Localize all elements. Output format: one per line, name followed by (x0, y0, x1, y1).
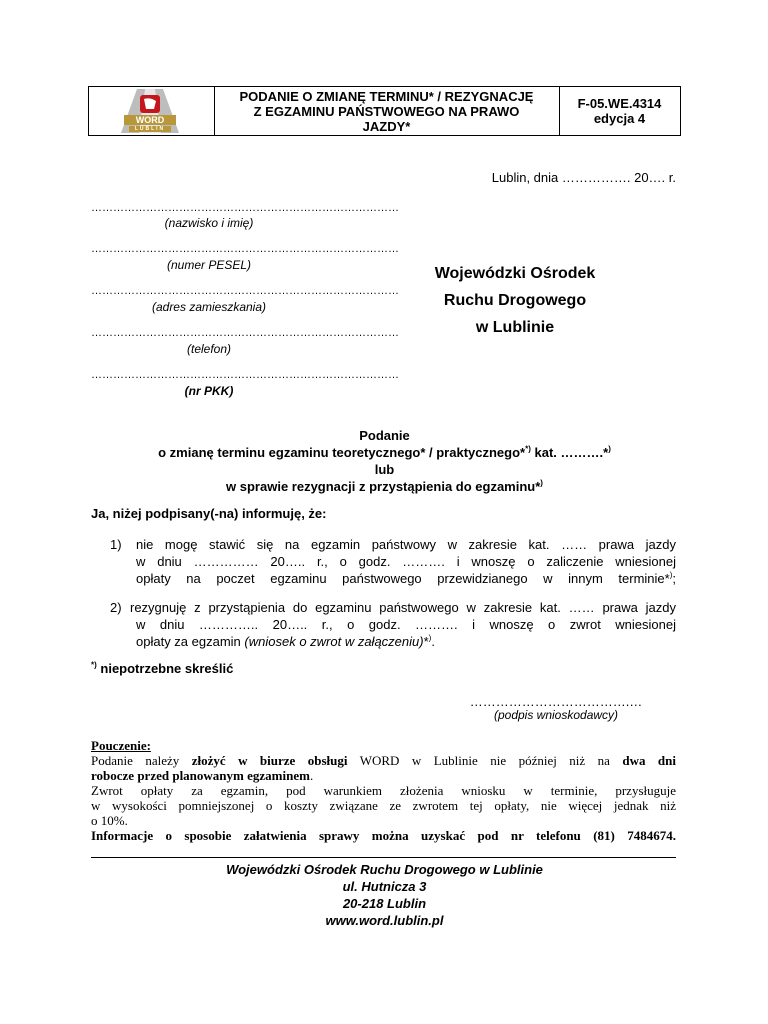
footnote (91, 660, 233, 677)
footer-website: www.word.lublin.pl (325, 913, 444, 928)
footer-line: Wojewódzki Ośrodek Ruchu Drogowego w Lublinie (226, 862, 543, 877)
option-2 (130, 599, 676, 650)
pkk-dots: ………………………………………………………………………… (91, 369, 399, 381)
footnote-mark: ) (608, 444, 611, 454)
phone-label: (telefon) (186, 342, 232, 356)
pesel-label: (numer PESEL) (166, 258, 252, 272)
date-line: Lublin, dnia ……………. 20…. r. (491, 170, 676, 185)
refund-note: (wniosek o zwrot w załączeniu) (244, 634, 424, 649)
instruction-emphasis: robocze przed planowanym egzaminem (91, 768, 310, 783)
option-2-line-text: opłaty za egzamin (136, 634, 245, 649)
option-1 (136, 536, 676, 587)
pesel-dots: ………………………………………………………………………… (91, 243, 399, 255)
footer (88, 861, 681, 929)
instruction-line: o 10%. (91, 813, 128, 828)
instruction-text: . (309, 768, 314, 783)
pkk-label: (nr PKK) (184, 384, 234, 398)
instruction-heading: Pouczenie: (91, 738, 151, 753)
form-edition: edycja 4 (593, 111, 646, 126)
word-logo (121, 89, 179, 133)
instruction-line: Zwrot opłaty za egzamin, pod warunkiem złożenia wniosku w terminie, przysługuje (91, 783, 676, 798)
subject-change-text: o zmianę terminu egzaminu teoretycznego* / praktycznego* (158, 445, 526, 460)
form-code: F-05.WE.4314 (577, 96, 662, 111)
logo-cell (89, 87, 215, 135)
recipient-address (395, 260, 635, 341)
instruction-contact: Informacje o sposobie załatwienia sprawy można uzyskać pod nr telefonu (81) 7484674. (91, 828, 676, 843)
subject-resignation-text: w sprawie rezygnacji z przystąpienia do egzaminu* (226, 479, 541, 494)
instruction (91, 738, 676, 843)
instruction-text: WORD w Lublinie nie później niż na (347, 753, 623, 768)
form-title-line: PODANIE O ZMIANĘ TERMINU* / REZYGNACJĘ (239, 88, 534, 104)
subject-category: kat. ……….* (530, 445, 609, 460)
option-1-line (136, 570, 676, 587)
recipient-line: w Lublinie (475, 319, 555, 336)
option-2-line: rezygnuję z przystąpienia do egzaminu państwowego w zakresie kat. …… prawa jazdy (130, 600, 676, 615)
footnote-mark: ) (428, 633, 432, 643)
option-1-end: ; (672, 571, 676, 586)
instruction-emphasis: złożyć w biurze obsługi (191, 753, 348, 768)
option-2-end: . (431, 634, 435, 649)
option-2-asterisk: * (423, 634, 429, 649)
option-1-line: w dniu …………… 20….. r., o godz. ………. i wnoszę o zaliczenie wniesionej (136, 554, 676, 569)
declaration: Ja, niżej podpisany(-na) informuję, że: (91, 506, 327, 521)
subject-title: Podanie (359, 428, 410, 443)
instruction-line: w wysokości pomniejszonej o koszty związane ze zwrotem tej opłaty, nie więcej jednak niż (91, 798, 676, 813)
address-label: (adres zamieszkania) (151, 300, 267, 314)
logo-subtext: LUBLIN (134, 126, 166, 132)
subject-or: lub (374, 462, 395, 477)
option-1-line-text: opłaty na poczet egzaminu państwowego przewidzianego w innym terminie* (136, 571, 670, 586)
form-header (88, 86, 681, 136)
signature-label: (podpis wnioskodawcy) (493, 708, 619, 722)
footnote-mark: *) (91, 660, 97, 670)
form-title-line: Z EGZAMINU PAŃSTWOWEGO NA PRAWO (253, 103, 520, 119)
form-code-cell (559, 87, 680, 135)
option-1-line: nie mogę stawić się na egzamin państwowy w zakresie kat. …… prawa jazdy (136, 537, 676, 552)
option-1-number: 1) (110, 537, 122, 552)
option-2-line (130, 633, 676, 650)
form-title (214, 87, 560, 135)
form-title-line: JAZDY* (362, 118, 411, 134)
subject (88, 427, 681, 495)
name-dots: ………………………………………………………………………… (91, 202, 399, 214)
instruction-line (91, 768, 676, 783)
instruction-emphasis: dwa dni (622, 753, 677, 768)
name-label: (nazwisko i imię) (164, 216, 254, 230)
footnote-mark: ) (540, 478, 543, 488)
option-2-number: 2) (110, 600, 122, 615)
option-2-line: w dniu ………….. 20….. r., o godz. ………. i wnoszę o zwrot wniesionej (136, 617, 676, 632)
footnote-mark: ) (669, 570, 673, 580)
address-dots: ………………………………………………………………………… (91, 285, 399, 297)
instruction-line (91, 753, 676, 768)
logo-text: WORD (135, 115, 165, 125)
subject-change (88, 444, 681, 461)
phone-dots: ………………………………………………………………………… (91, 327, 399, 339)
subject-resignation (88, 478, 681, 495)
instruction-text: Podanie należy (91, 753, 192, 768)
footnote-text: niepotrzebne skreślić (96, 661, 234, 676)
footer-line: ul. Hutnicza 3 (342, 879, 427, 894)
footer-line: 20-218 Lublin (342, 896, 427, 911)
footnote-mark: *) (525, 444, 531, 454)
signature-dots: ……………………………….… (469, 694, 643, 709)
recipient-line: Ruchu Drogowego (443, 292, 587, 309)
recipient-line: Wojewódzki Ośrodek (434, 265, 596, 282)
footer-divider (91, 857, 676, 858)
